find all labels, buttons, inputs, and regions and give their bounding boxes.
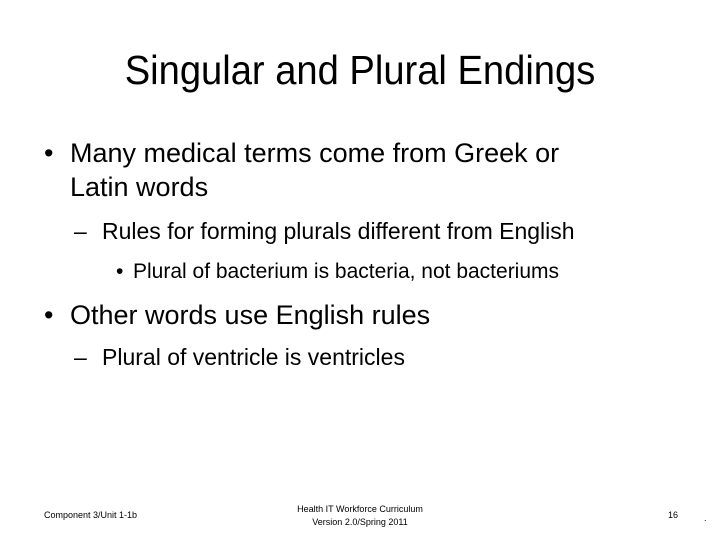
sub-bullet-text: Plural of ventricle is ventricles xyxy=(102,344,405,370)
slide-title: Singular and Plural Endings xyxy=(124,47,596,93)
dash-marker: – xyxy=(74,218,87,244)
page-number: 16 xyxy=(667,510,678,520)
footer-curriculum-line-2: Version 2.0/Spring 2011 xyxy=(312,517,408,527)
footer-curriculum-line-1: Health IT Workforce Curriculum xyxy=(297,504,423,514)
bullet-text-line-1: Many medical terms come from Greek or xyxy=(70,138,560,168)
bullet-marker: • xyxy=(44,300,54,330)
bullet-text: Other words use English rules xyxy=(70,300,431,330)
sub-sub-bullet-text: Plural of bacterium is bacteria, not bacteriums xyxy=(133,260,560,283)
bullet-marker: • xyxy=(44,138,54,168)
bullet-text-line-2: Latin words xyxy=(70,172,209,202)
footer-curriculum xyxy=(260,503,460,529)
bullet-marker: • xyxy=(116,260,124,283)
dash-marker: – xyxy=(74,344,87,370)
footer-trailing-mark: . xyxy=(704,513,707,523)
footer-component-label: Component 3/Unit 1-1b xyxy=(44,510,138,520)
sub-bullet-text: Rules for forming plurals different from English xyxy=(102,218,575,244)
